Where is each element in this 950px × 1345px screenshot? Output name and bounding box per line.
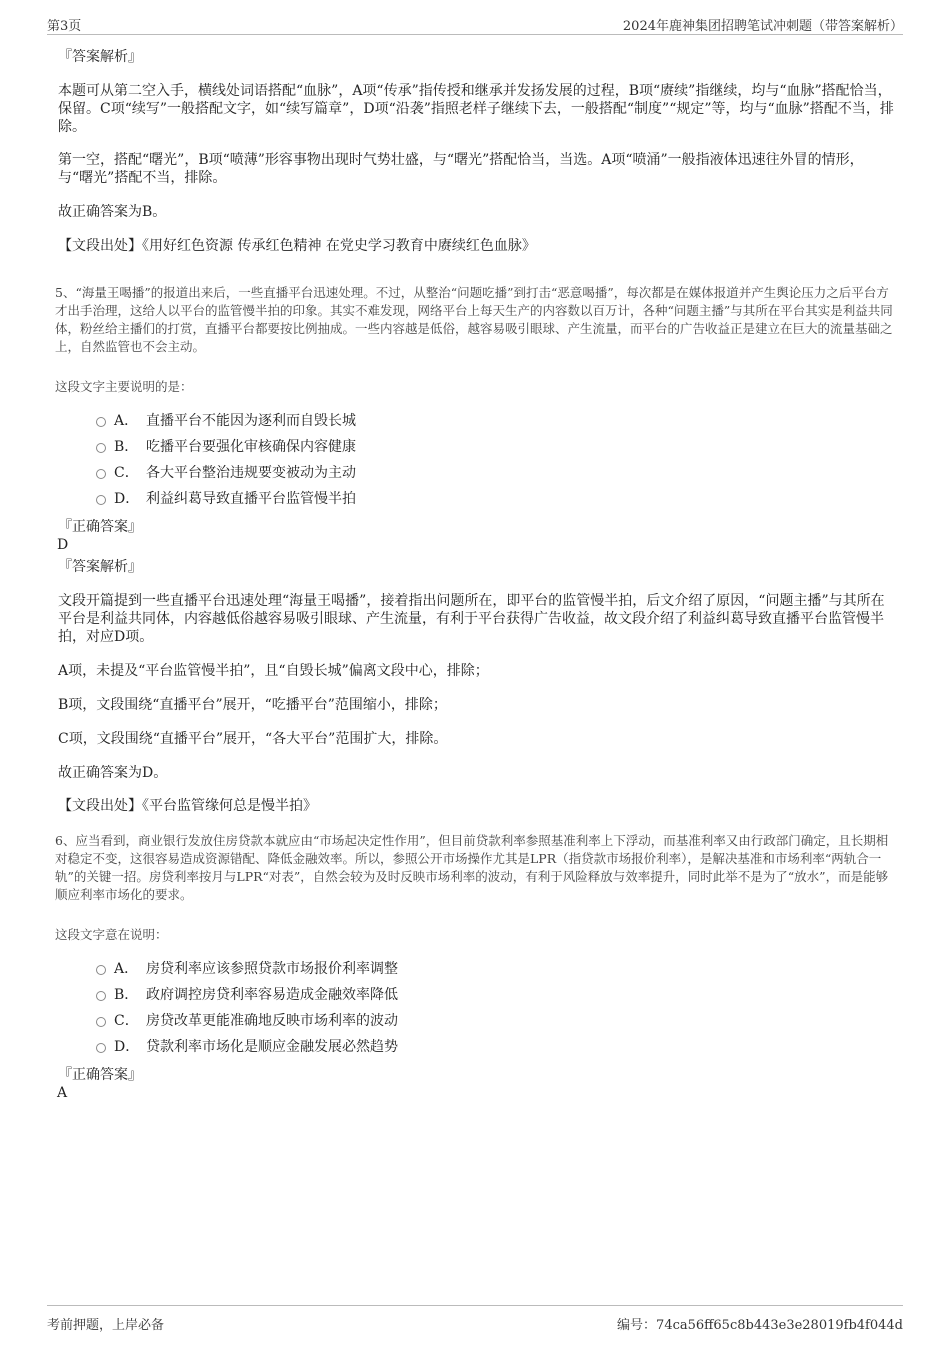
option-letter: D．: [114, 1039, 140, 1055]
page-footer: [47, 1305, 903, 1332]
q5-source: 【文段出处】《平台监管缘何总是慢半拍》: [58, 798, 317, 814]
option-text: 利益纠葛导致直播平台监管慢半拍: [146, 491, 356, 507]
option-letter: A．: [114, 961, 139, 977]
option-letter: B．: [114, 987, 139, 1003]
option-text: 贷款利率市场化是顺应金融发展必然趋势: [146, 1039, 398, 1055]
q6-answer-label: 『正确答案』: [58, 1067, 142, 1083]
radio-button[interactable]: [96, 495, 106, 505]
q5-answer: D: [57, 537, 69, 553]
q4-analysis-paragraph: 第一空，搭配“曙光”，B项“喷薄”形容事物出现时气势壮盛，与“曙光”搭配恰当，当选。A项“喷涌”一般指液体迅速往外冒的情形，与“曙光”搭配不当，排除。: [58, 152, 864, 186]
q6-prompt: 这段文字意在说明：: [55, 927, 168, 942]
q5-analysis-paragraph: 文段开篇提到一些直播平台迅速处理“海量王喝播”，接着指出问题所在，即平台的监管慢半拍，后文介绍了原因，“问题主播”与其所在平台是利益共同体，内容越低俗越容易吸引眼球、产生流量，有利于平台获得广告收益，故文段介绍了利益纠葛导致直播平台监管慢半拍，对应D项。: [58, 593, 885, 645]
option-letter: C．: [114, 1013, 139, 1029]
q4-source: 【文段出处】《用好红色资源 传承红色精神 在党史学习教育中赓续红色血脉》: [58, 238, 536, 254]
radio-button[interactable]: [96, 469, 106, 479]
option-text: 吃播平台要强化审核确保内容健康: [146, 439, 356, 455]
q5-analysis-paragraph: B项，文段围绕“直播平台”展开，“吃播平台”范围缩小，排除；: [58, 697, 447, 713]
page-number: 第3页: [47, 19, 82, 34]
option-letter: C．: [114, 465, 139, 481]
q5-analysis-paragraph: A项，未提及“平台监管慢半拍”，且“自毁长城”偏离文段中心，排除；: [58, 663, 489, 679]
q6-stem: 6、应当看到，商业银行发放住房贷款本就应由“市场起决定性作用”，但目前贷款利率参照基准利率上下浮动，而基准利率又由行政部门确定，且长期相对稳定不变，这很容易造成资源错配、降低金融效率。所以，参照公开市场操作尤其是LPR（指贷款市场报价利率），是解决基准和市场利率“两轨合一轨”的关键一招。房贷利率按月与LPR“对表”，自然会较为及时反映市场利率的波动，有利于风险释放与效率提升，同时此举不是为了“放水”，而是能够顺应利率市场化的要求。: [55, 833, 889, 902]
q5-conclusion: 故正确答案为D。: [58, 765, 168, 781]
option-text: 直播平台不能因为逐利而自毁长城: [146, 413, 356, 429]
option-text: 政府调控房贷利率容易造成金融效率降低: [146, 987, 398, 1003]
option-letter: D．: [114, 491, 140, 507]
option-letter: A．: [114, 413, 139, 429]
page-header: [47, 12, 903, 35]
q5-analysis-paragraph: C项，文段围绕“直播平台”展开，“各大平台”范围扩大，排除。: [58, 731, 448, 747]
q5-answer-label: 『正确答案』: [58, 519, 142, 535]
radio-button[interactable]: [96, 965, 106, 975]
q4-analysis-paragraph: 本题可从第二空入手，横线处词语搭配“血脉”，A项“传承”指传授和继承并发扬发展的过程，B项“赓续”指继续，均与“血脉”搭配恰当，保留。C项“续写”一般搭配文字，如“续写篇章”，D项“沿袭”指照老样子继续下去，一般搭配“制度”“规定”等，均与“血脉”搭配不当，排除。: [58, 83, 894, 135]
q4-conclusion: 故正确答案为B。: [58, 204, 167, 220]
radio-button[interactable]: [96, 417, 106, 427]
q5-stem: 5、“海量王喝播”的报道出来后，一些直播平台迅速处理。不过，从整治“问题吃播”到打击“恶意喝播”，每次都是在媒体报道并产生舆论压力之后平台方才出手治理，这给人以平台的监管慢半拍的印象。其实不难发现，网络平台上每天生产的内容数以百万计，各种“问题主播”与其所在平台其实是利益共同体，粉丝给主播们的打赏，直播平台都要按比例抽成。一些内容越是低俗，越容易吸引眼球、产生流量，而平台的广告收益正是建立在巨大的流量基础之上，自然监管也不会主动。: [55, 285, 893, 354]
option-text: 房贷利率应该参照贷款市场报价利率调整: [146, 961, 398, 977]
option-text: 房贷改革更能准确地反映市场利率的波动: [146, 1013, 398, 1029]
q4-analysis-label: 『答案解析』: [58, 49, 142, 65]
document-title: 2024年鹿神集团招聘笔试冲刺题（带答案解析）: [622, 19, 903, 34]
q5-prompt: 这段文字主要说明的是：: [55, 379, 193, 394]
option-letter: B．: [114, 439, 139, 455]
radio-button[interactable]: [96, 443, 106, 453]
radio-button[interactable]: [96, 1017, 106, 1027]
q5-analysis-label: 『答案解析』: [58, 559, 142, 575]
q6-answer: A: [57, 1085, 68, 1101]
document-code: 编号：74ca56ff65c8b443e3e28019fb4f044d: [617, 1318, 903, 1333]
option-text: 各大平台整治违规要变被动为主动: [146, 465, 356, 481]
footer-slogan: 考前押题，上岸必备: [47, 1318, 165, 1333]
radio-button[interactable]: [96, 1043, 106, 1053]
radio-button[interactable]: [96, 991, 106, 1001]
